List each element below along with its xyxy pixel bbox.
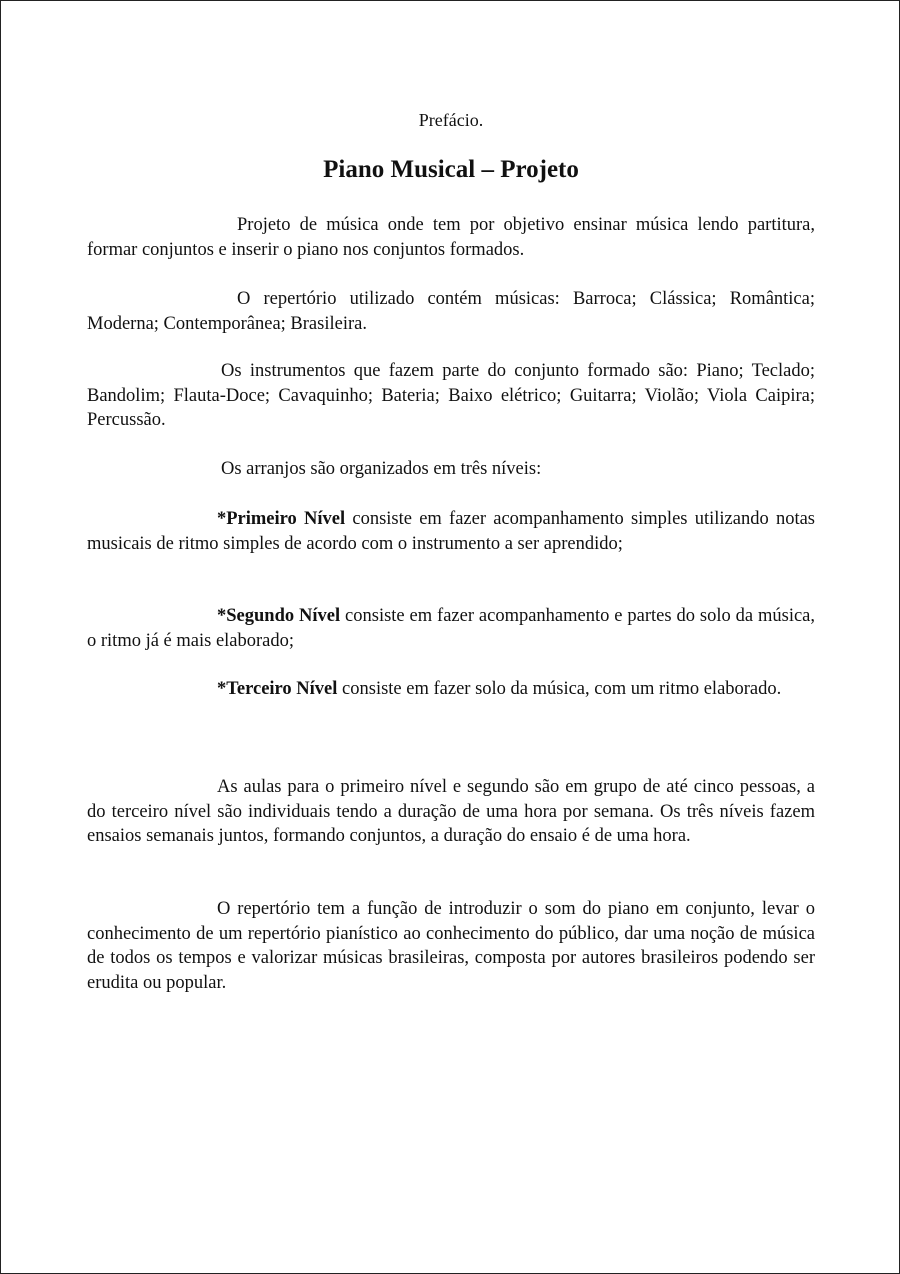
paragraph-classes: As aulas para o primeiro nível e segundo são em grupo de até cinco pessoas, a do terceiro nível são individuais tendo a duração de uma hora por semana. Os três níveis fazem ensaios semanais juntos, formando conjuntos, a duração do ensaio é de uma hora.	[87, 777, 815, 846]
preface-label: Prefácio.	[418, 110, 484, 130]
level-third-text: consiste em fazer solo da música, com um ritmo elaborado.	[337, 679, 782, 699]
level-third	[87, 677, 815, 702]
paragraph-objective: Projeto de música onde tem por objetivo ensinar música lendo partitura, formar conjuntos e inserir o piano nos conjuntos formados.	[87, 215, 815, 260]
paragraph-arrangements: Os arranjos são organizados em três níveis:	[221, 459, 542, 479]
level-first-label: *Primeiro Nível	[217, 509, 346, 529]
document-title: Piano Musical – Projeto	[323, 156, 579, 183]
level-second	[87, 604, 815, 653]
level-second-text: consiste em fazer acompanhamento e partes do solo da música, o ritmo já é mais elaborado;	[87, 606, 816, 651]
paragraph-repertoire: O repertório utilizado contém músicas: Barroca; Clássica; Romântica; Moderna; Contemporânea; Brasileira.	[87, 289, 815, 334]
level-first	[87, 507, 815, 556]
level-second-label: *Segundo Nível	[217, 606, 341, 626]
paragraph-repertoire-function: O repertório tem a função de introduzir o som do piano em conjunto, levar o conhecimento de um repertório pianístico ao conhecimento do público, dar uma noção de música de todos os tempos e valorizar músicas brasileiras, composta por autores brasileiros podendo ser erudita ou popular.	[87, 899, 815, 993]
level-third-label: *Terceiro Nível	[217, 679, 338, 699]
level-first-text: consiste em fazer acompanhamento simples utilizando notas musicais de ritmo simples de acordo com o instrumento a ser aprendido;	[87, 509, 815, 554]
paragraph-instruments: Os instrumentos que fazem parte do conjunto formado são: Piano; Teclado; Bandolim; Flauta-Doce; Cavaquinho; Bateria; Baixo elétrico; Guitarra; Violão; Viola Caipira; Percussão.	[87, 361, 815, 430]
